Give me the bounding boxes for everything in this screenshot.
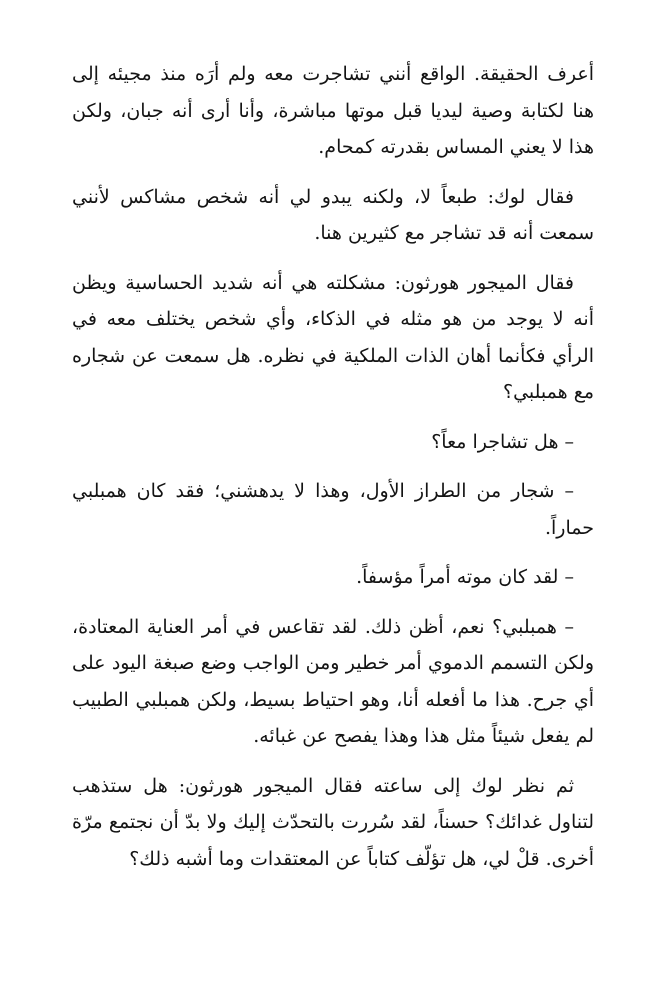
document-page — [72, 56, 594, 890]
paragraph-8: ثم نظر لوك إلى ساعته فقال الميجور هورثون: هل ستذهب لتناول غدائك؟ حسناً، لقد سُررت بالتحدّث إليك ولا بدّ أن نجتمع مرّة أخرى. قلْ لي، هل تؤلّف كتاباً عن المعتقدات وما أشبه ذلك؟ — [72, 774, 594, 870]
paragraph-5: – شجار من الطراز الأول، وهذا لا يدهشني؛ فقد كان همبلبي حماراً. — [72, 480, 594, 539]
paragraph-6: – لقد كان موته أمراً مؤسفاً. — [356, 566, 574, 588]
paragraph-2: فقال لوك: طبعاً لا، ولكنه يبدو لي أنه شخص مشاكس لأنني سمعت أنه قد تشاجر مع كثيرين هنا. — [72, 185, 594, 244]
paragraph-3: فقال الميجور هورثون: مشكلته هي أنه شديد الحساسية ويظن أنه لا يوجد من هو مثله في الذكاء، وأي شخص يختلف معه في الرأي فكأنما أهان الذات الملكية في نظره. هل سمعت عن شجاره مع همبلبي؟ — [72, 271, 594, 403]
paragraph-1: أعرف الحقيقة. الواقع أنني تشاجرت معه ولم أرَه منذ مجيئه إلى هنا لكتابة وصية ليديا قبل موتها مباشرة، وأنا أرى أنه جبان، ولكن هذا لا يعني المساس بقدرته كمحام. — [72, 63, 594, 158]
paragraph-7: – همبلبي؟ نعم، أظن ذلك. لقد تقاعس في أمر العناية المعتادة، ولكن التسمم الدموي أمر خطير ومن الواجب وضع صبغة اليود على أي جرح. هذا ما أفعله أنا، وهو احتياط بسيط، ولكن همبلبي الطبيب لم يفعل شيئاً مثل هذا وهذا يفصح عن غبائه. — [72, 615, 594, 747]
paragraph-4: – هل تشاجرا معاً؟ — [431, 430, 574, 453]
